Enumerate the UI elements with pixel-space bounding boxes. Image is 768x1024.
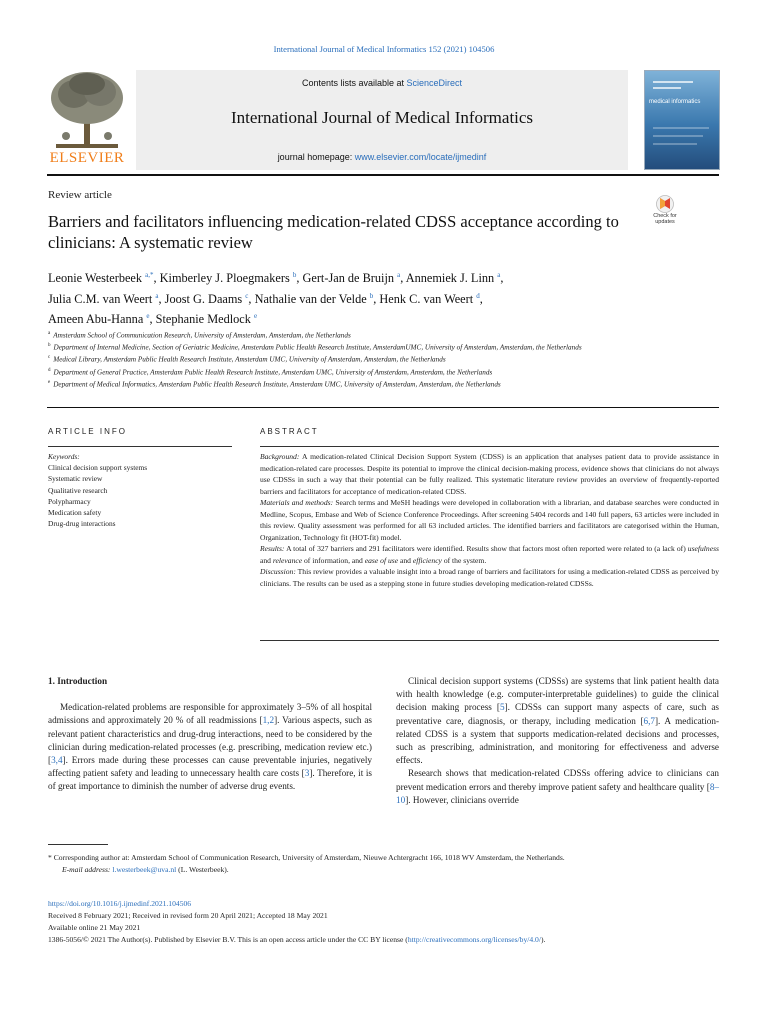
author[interactable]: Stephanie Medlock $^e$ (155, 312, 258, 327)
paragraph: Research shows that medication-related CDSSs offering advice to clinicians can prevent medication errors and thereby improve patient safety and healthcare quality [8–10]. However, clinicians override (396, 768, 719, 805)
check-for-updates-badge[interactable] (647, 195, 683, 231)
license-line: 1386-5056/© 2021 The Author(s). Published by Elsevier B.V. This is an open access article under the CC BY license (http://creativecommons.org/licenses/by/4.0/). (48, 935, 546, 944)
author[interactable]: Henk C. van Weert $^d$ (379, 291, 480, 306)
author[interactable]: Joost G. Daams $^c$ (164, 291, 249, 306)
email-link[interactable]: l.westerbeek@uva.nl (112, 865, 177, 874)
homepage-prefix: journal homepage: (277, 152, 355, 162)
author-list: Leonie Westerbeek $^{a,*}$, Kimberley J. Ploegmakers $^b$, Gert-Jan de Bruijn $^a$, Annemiek J. Linn $^a$, Julia C.M. van Weert $^a$, Joost G. Daams $^c$, Nathalie van der Velde $^b$, Henk C. van Weert $^d$, Ameen Abu-Hanna $^e$, Stephanie Medlock $^e$ (48, 271, 504, 327)
publication-info (48, 898, 728, 946)
keyword: Qualitative research (48, 485, 108, 495)
email-line: E-mail address: l.westerbeek@uva.nl (L. Westerbeek). (62, 865, 229, 874)
keywords-label: Keywords: (48, 452, 80, 461)
contents-availability (136, 78, 628, 88)
paragraph: Clinical decision support systems (CDSSs) are systems that link patient health data with health knowledge (e.g. computer-interpretable guidelines) to guide the clinical decision making process [5]. CDSSs can support many aspects of care, such as preventative care, diagnosis, or therapy, including medication [6,7]. A medication-related CDSS is a system that supports medication-related decisions and processes, such as prescribing, administration, and monitoring for effectiveness and adverse effects. (396, 676, 720, 766)
article-type: Review article (48, 189, 112, 201)
keyword: Systematic review (48, 474, 103, 484)
affiliation: $^a$ Amsterdam School of Communication Research, University of Amsterdam, Amsterdam, the Netherlands (48, 331, 351, 340)
bookmark-icon (647, 195, 683, 213)
abstract-results: Results: A total of 327 barriers and 291 facilitators were identified. Results show that factors most often reported were related to (a lack of) usefulness and relevance of information, and ease of use and efficiency of the system. (260, 544, 719, 565)
check-updates-label: Check for updates (653, 213, 677, 225)
contents-prefix: Contents lists available at (301, 78, 407, 88)
footnote-divider (48, 844, 108, 845)
info-divider (48, 446, 232, 447)
received-dates: Received 8 February 2021; Received in revised form 20 April 2021; Accepted 18 May 2021 (48, 911, 328, 920)
affiliation: $^e$ Department of Medical Informatics, Amsterdam Public Health Research Institute, Amsterdam UMC, University of Amsterdam, Amsterdam, the Netherlands (48, 379, 501, 389)
author[interactable]: Kimberley J. Ploegmakers $^b$ (159, 271, 297, 286)
citation-link[interactable]: 8–10 (396, 781, 719, 805)
author[interactable]: Nathalie van der Velde $^b$ (254, 291, 374, 306)
affiliation: $^c$ Medical Library, Amsterdam Public Health Research Institute, Amsterdam UMC, University of Amsterdam, Amsterdam, the Netherlands (48, 355, 446, 364)
citation-link[interactable]: 6,7 (643, 715, 655, 726)
article-title: Barriers and facilitators influencing medication-related CDSS acceptance according to clinicians: A systematic review (48, 212, 619, 252)
corresponding-author-footnote (48, 852, 719, 876)
journal-homepage (136, 152, 628, 162)
header-divider (47, 174, 719, 176)
affiliation: $^b$ Department of Internal Medicine, Section of Geriatric Medicine, Amsterdam Public Health Research Institute, AmsterdamUMC, University of Amsterdam, Amsterdam, the Netherlands (48, 343, 582, 352)
author[interactable]: Gert-Jan de Bruijn $^a$ (302, 271, 401, 286)
section-heading: 1. Introduction (48, 676, 108, 686)
abstract-text (260, 451, 719, 589)
keywords-list (48, 451, 232, 529)
journal-cover-thumbnail[interactable] (644, 70, 720, 170)
abstract-heading: ABSTRACT (260, 427, 319, 436)
affiliations-divider (47, 407, 719, 408)
journal-name: International Journal of Medical Informatics (230, 108, 534, 127)
corresponding-author: * Corresponding author at: Amsterdam School of Communication Research, University of Amsterdam, Nieuwe Achtergracht 166, 1018 WV Amsterdam, the Netherlands. (48, 853, 565, 862)
online-date: Available online 21 May 2021 (48, 923, 141, 932)
license-link[interactable]: http://creativecommons.org/licenses/by/4.0/ (407, 935, 541, 944)
abstract-end-divider (260, 640, 719, 641)
doi-link[interactable]: https://doi.org/10.1016/j.ijmedinf.2021.104506 (48, 899, 192, 908)
body-column-right (396, 675, 719, 807)
citation-link[interactable]: 1,2 (262, 715, 275, 726)
author[interactable]: Annemiek J. Linn $^a$ (405, 271, 501, 286)
abstract-background: Background: A medication-related Clinical Decision Support System (CDSS) is an application that analyses patient data to provide assistance in medication-related care processes. Despite its potential to improve the clinical decision-making process, evidence shows that clinicians do not always use CDSSs in such a way that their potential can be fully realized. This systematic literature review provides an overview of frequently-reported barriers and facilitators for acceptance of medication-related CDSS. (260, 452, 719, 496)
affiliation: $^d$ Department of General Practice, Amsterdam Public Health Research Institute, Amsterdam UMC, University of Amsterdam, Amsterdam, the Netherlands (48, 367, 493, 376)
paragraph: Medication-related problems are responsible for approximately 3–5% of all hospital admissions and approximately 20 % of all readmissions [1,2]. Various aspects, such as relevant patient characteristics and drug-drug interactions, need to be considered by the clinician during medication-related processes (e.g. prescribing, medication review etc.) [3,4]. Errors made during these processes can cause preventable injuries, negatively affecting patient safety and leading to unnecessary health care costs [3]. Therefore, it is of great importance to diminish the number of adverse drug events. (48, 702, 372, 792)
keyword: Clinical decision support systems (48, 463, 148, 473)
citation-link[interactable]: 5 (499, 702, 505, 713)
keyword: Drug-drug interactions (48, 519, 116, 529)
author[interactable]: Ameen Abu-Hanna $^e$ (48, 312, 150, 327)
cover-title: medical informatics (649, 99, 701, 105)
affiliations (48, 329, 648, 390)
author[interactable]: Leonie Westerbeek $^{a,*}$ (48, 271, 154, 286)
publisher-logo-text: ELSEVIER (49, 150, 125, 166)
abstract-methods: Materials and methods: Search terms and MeSH headings were developed in collaboration with a librarian, and database searches were conducted in Medline, Scopus, Embase and Web of Science Conference Proceedings. After screening 5404 records and 140 full papers, 63 articles were included in this review. Quality assessment was performed for all 63 included articles. The identified barriers and facilitators are categorised within the Human, Organization, Technology fit (HOT-fit) model. (260, 498, 719, 542)
citation-link[interactable]: 3 (304, 768, 310, 779)
author[interactable]: Julia C.M. van Weert $^a$ (48, 291, 159, 306)
abstract-discussion: Discussion: This review provides a valuable insight into a broad range of barriers and facilitators for using a medication-related CDSS as perceived by clinicians. The results can be used as a stepping stone in future studies developing medication-related CDSSs. (260, 567, 719, 588)
journal-reference[interactable]: International Journal of Medical Informatics 152 (2021) 104506 (273, 44, 495, 54)
body-column-left (48, 675, 372, 794)
article-info-heading: ARTICLE INFO (48, 427, 127, 436)
homepage-link[interactable]: www.elsevier.com/locate/ijmedinf (354, 152, 487, 162)
keyword: Polypharmacy (48, 496, 91, 506)
citation-link[interactable]: 3,4 (51, 755, 63, 766)
sciencedirect-link[interactable]: ScienceDirect (406, 78, 463, 88)
keyword: Medication safety (48, 508, 102, 518)
abstract-divider (260, 446, 719, 447)
